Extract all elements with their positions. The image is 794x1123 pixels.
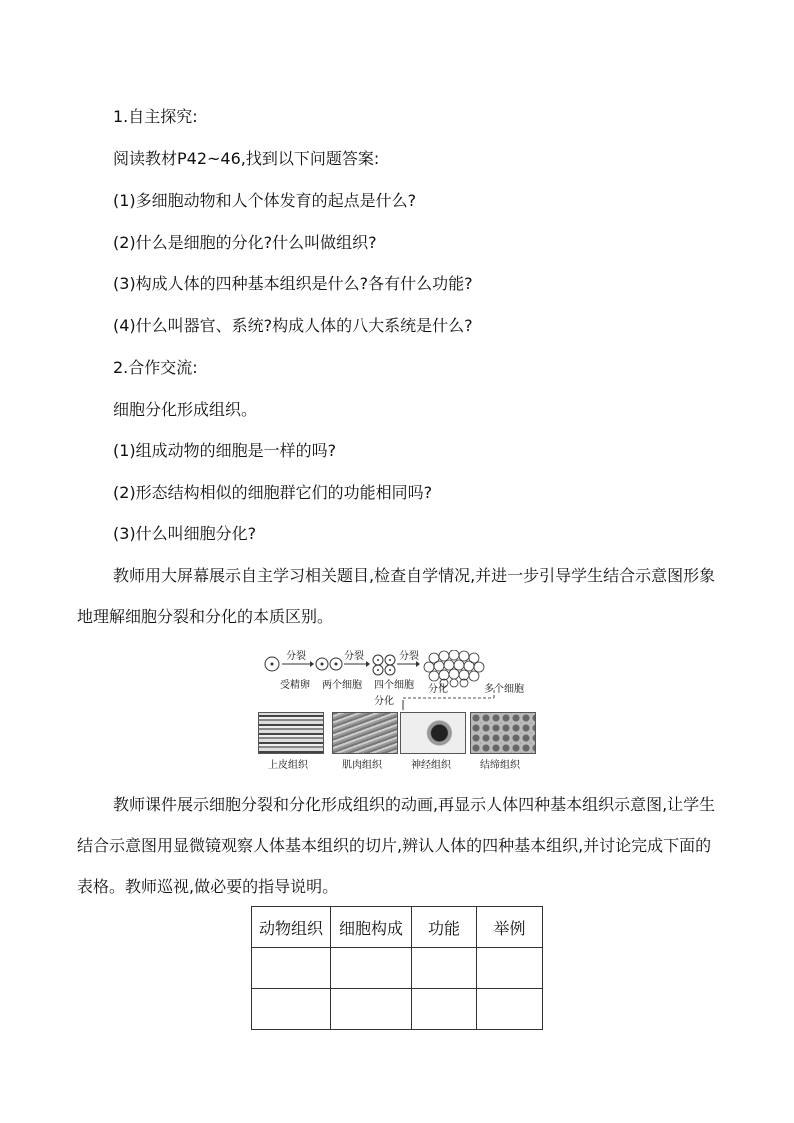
differentiation-label-1: 分化 [428,684,448,695]
muscle-tissue-image [332,712,398,754]
table-cell[interactable] [412,989,477,1030]
section1-heading: 1.自主探究: [113,107,198,126]
division-label-2: 分裂 [344,651,364,662]
division-label-1: 分裂 [286,651,306,662]
discussion-question-2: (2)形态结构相似的细胞群它们的功能相同吗? [113,483,433,502]
stage-label-zygote: 受精卵 [280,680,310,691]
table-cell[interactable] [412,948,477,989]
nerve-tissue-image [400,712,466,754]
tissue-label-epithelial: 上皮组织 [268,760,308,771]
paragraph-teacher-courseware [77,784,717,907]
section2-heading: 2.合作交流: [113,358,198,377]
table-cell[interactable] [477,948,543,989]
question-1: (1)多细胞动物和人个体发育的起点是什么? [113,191,417,210]
table-cell[interactable] [252,948,331,989]
table-header-cell: 细胞构成 [331,907,412,948]
stage-label-many-cells: 多个细胞 [484,684,524,695]
table-header-row [252,907,543,948]
epithelial-tissue-image [258,712,324,754]
differentiation-label-2: 分化 [374,696,394,707]
question-4: (4)什么叫器官、系统?构成人体的八大系统是什么? [113,316,473,335]
paragraph-teacher-display [77,555,717,637]
stage-label-four-cells: 四个细胞 [374,680,414,691]
tissue-label-muscle: 肌肉组织 [342,760,382,771]
question-2: (2)什么是细胞的分化?什么叫做组织? [113,233,377,252]
table-cell[interactable] [331,948,412,989]
table-cell[interactable] [252,989,331,1030]
question-3: (3)构成人体的四种基本组织是什么?各有什么功能? [113,274,473,293]
table-header-cell: 动物组织 [252,907,331,948]
tissue-table [251,906,543,1030]
section1-intro: 阅读教材P42~46,找到以下问题答案: [113,149,380,168]
discussion-question-3: (3)什么叫细胞分化? [113,524,257,543]
paragraph-text: 教师课件展示细胞分裂和分化形成组织的动画,再显示人体四种基本组织示意图,让学生结合示意图用显微镜观察人体基本组织的切片,辨认人体的四种基本组织,并讨论完成下面的表格。教师巡视,做必要的指导说明。 [77,795,716,896]
stage-label-two-cells: 两个细胞 [322,680,362,691]
discussion-question-1: (1)组成动物的细胞是一样的吗? [113,441,337,460]
paragraph-text: 教师用大屏幕展示自主学习相关题目,检查自学情况,并进一步引导学生结合示意图形象地理解细胞分裂和分化的本质区别。 [77,566,716,626]
tissue-label-nerve: 神经组织 [411,760,451,771]
tissue-label-connective: 结缔组织 [480,760,520,771]
section2-intro: 细胞分化形成组织。 [113,400,258,419]
table-row [252,989,543,1030]
cell-division-diagram [256,650,540,774]
table-header-cell: 举例 [477,907,543,948]
table-cell[interactable] [331,989,412,1030]
table-cell[interactable] [477,989,543,1030]
table-row [252,948,543,989]
table-header-cell: 功能 [412,907,477,948]
connective-tissue-image [470,712,536,754]
division-label-3: 分裂 [399,651,419,662]
